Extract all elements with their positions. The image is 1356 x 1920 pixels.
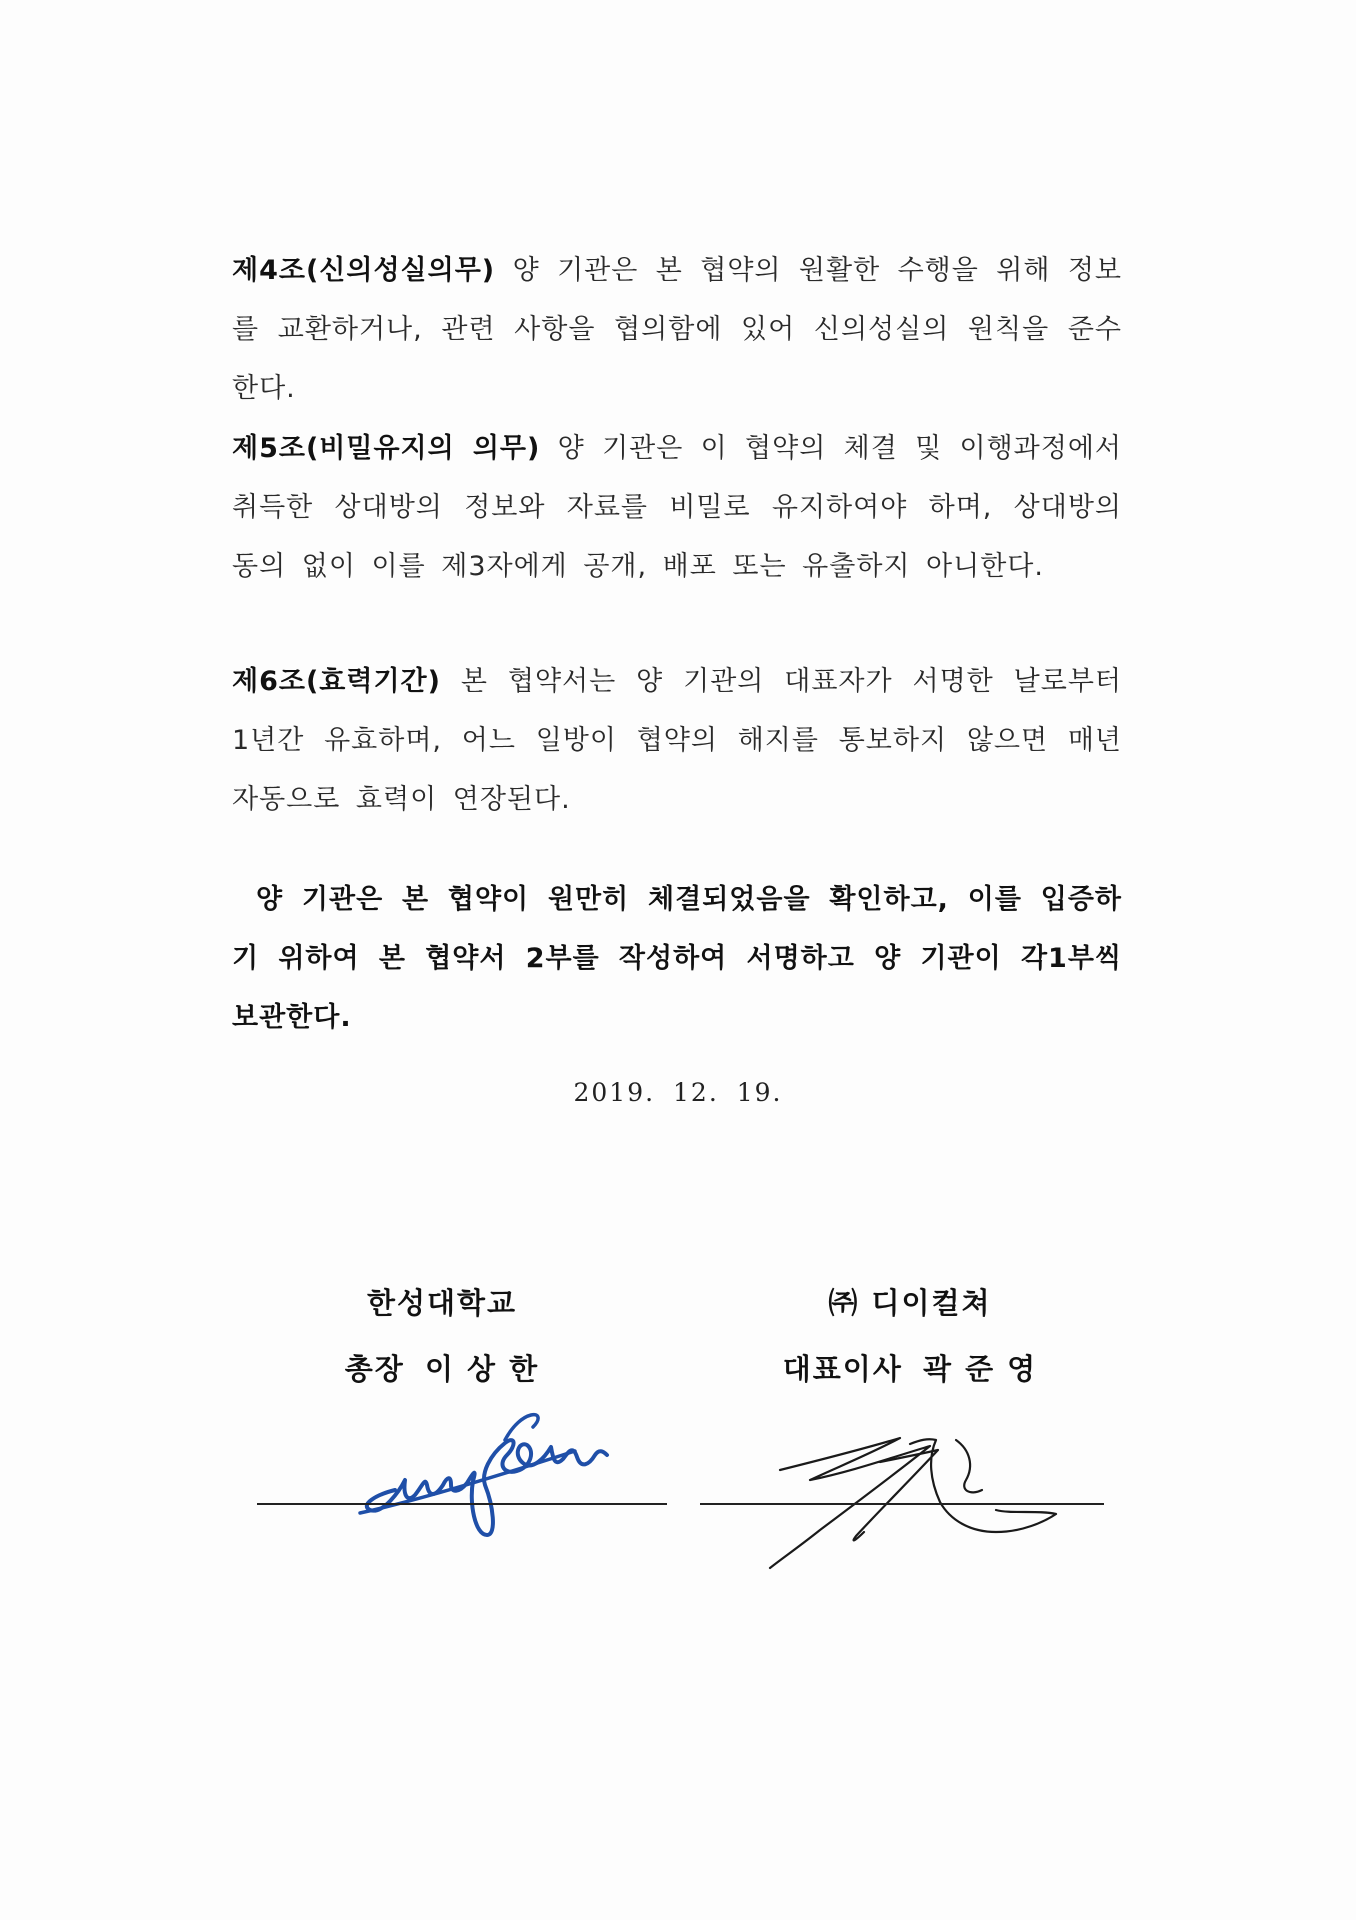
article-4-text: 양 기관은 본 협약의 원활한 수행을 위해 정보를 교환하거나, 관련 사항을 협의함에 있어 신의성실의 원칙을 준수한다. (232, 255, 1122, 404)
closing-statement: 양 기관은 본 협약이 원만히 체결되었음을 확인하고, 이를 입증하기 위하여 본 협약서 2부를 작성하여 서명하고 양 기관이 각1부씩 보관한다. (232, 884, 1122, 1033)
signature-line-right (700, 1503, 1104, 1505)
article-4-heading: 제4조(신의성실의무) (232, 255, 496, 286)
party-left-title: 총장 (344, 1352, 405, 1386)
article-5 (232, 419, 1122, 596)
signing-date: 2019. 12. 19. (573, 1078, 783, 1107)
signature-line-left (257, 1503, 667, 1505)
party-left-name: 이 상 한 (424, 1352, 540, 1386)
article-6 (232, 652, 1122, 829)
party-hansung-university (232, 1283, 652, 1389)
party-right-representative (700, 1349, 1120, 1389)
article-5-text: 양 기관은 이 협약의 체결 및 이행과정에서 취득한 상대방의 정보와 자료를 비밀로 유지하여야 하며, 상대방의 동의 없이 이를 제3자에게 공개, 배포 또는 유출하지 아니한다. (232, 433, 1122, 582)
signature-left-handwritten (355, 1385, 635, 1555)
article-6-heading: 제6조(효력기간) (232, 666, 441, 697)
article-5-heading: 제5조(비밀유지의 의무) (232, 433, 541, 464)
article-4 (232, 241, 1122, 418)
party-right-organization: ㈜ 디이컬쳐 (828, 1286, 992, 1320)
signature-right-handwritten (760, 1410, 1080, 1570)
party-left-representative (232, 1349, 652, 1389)
party-the-culture (700, 1283, 1120, 1389)
article-6-text: 본 협약서는 양 기관의 대표자가 서명한 날로부터 1년간 유효하며, 어느 일방이 협약의 해지를 통보하지 않으면 매년 자동으로 효력이 연장된다. (232, 666, 1122, 815)
party-left-organization: 한성대학교 (366, 1286, 518, 1320)
party-right-name: 곽 준 영 (922, 1352, 1038, 1386)
party-right-title: 대표이사 (782, 1352, 903, 1386)
